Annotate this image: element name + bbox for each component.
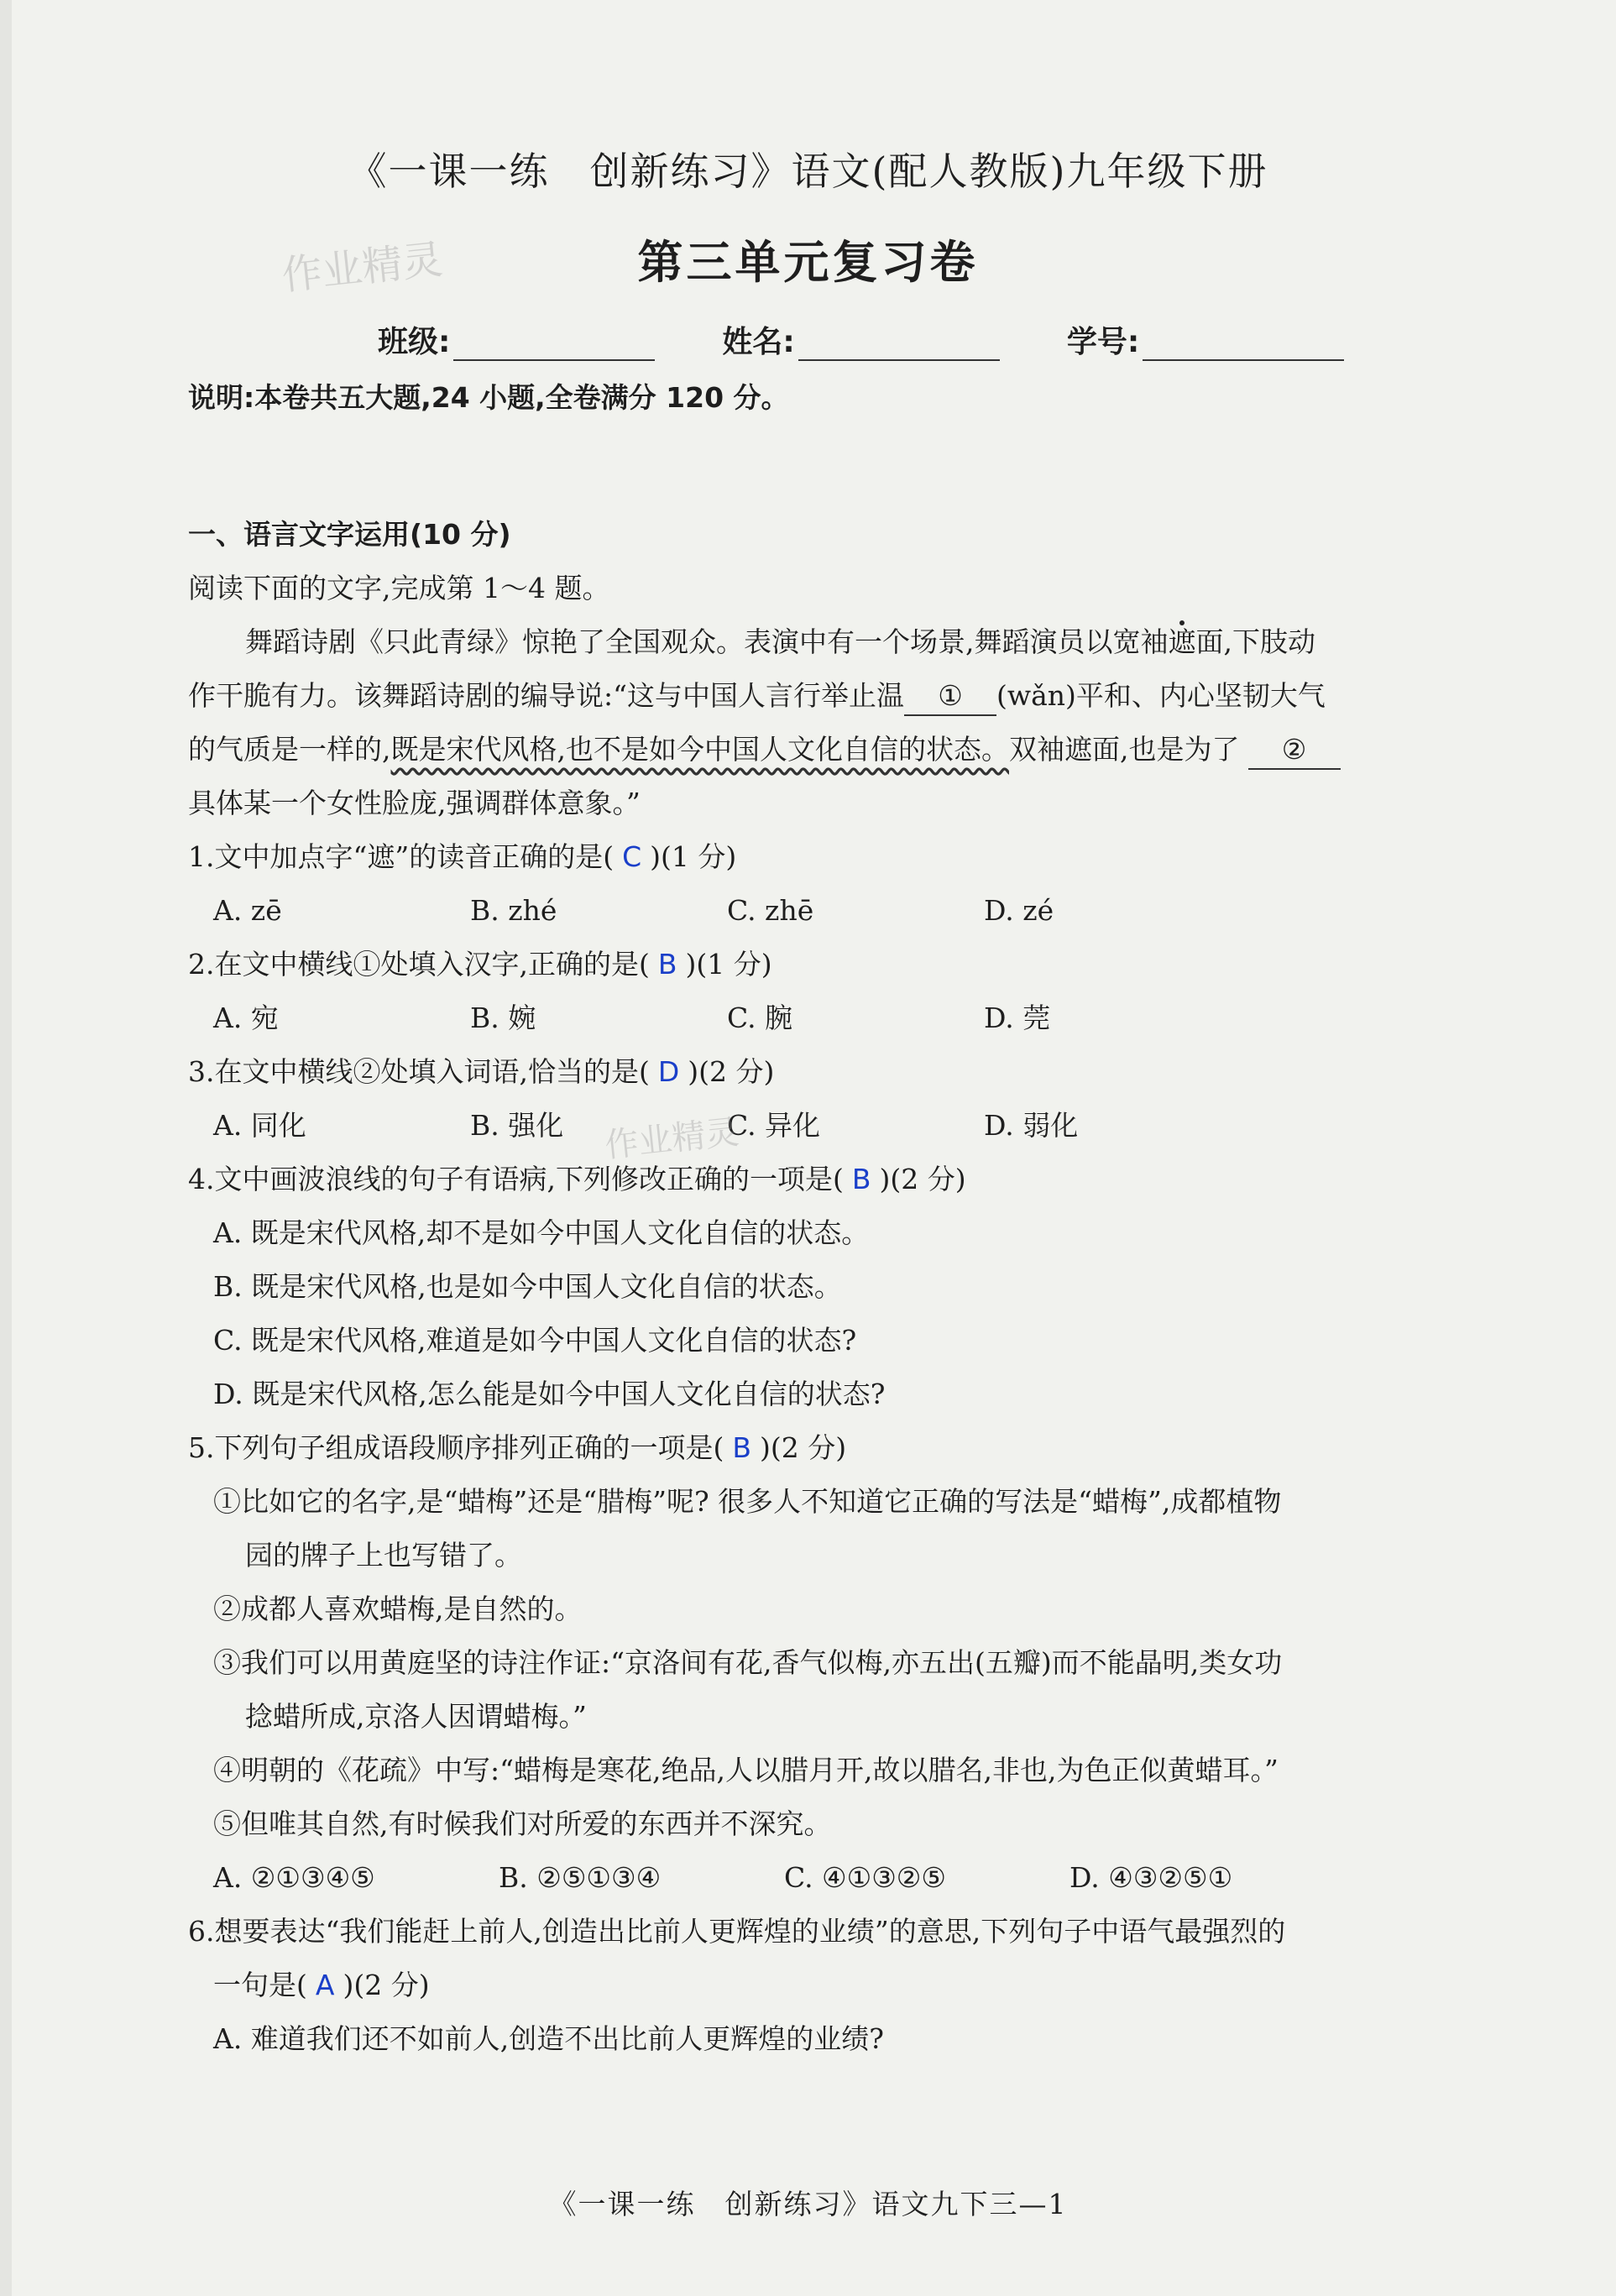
number-field[interactable] (1067, 311, 1344, 361)
section-intro: 阅读下面的文字,完成第 1～4 题。 (188, 572, 610, 604)
option-a[interactable]: A. 既是宋代风格,却不是如今中国人文化自信的状态。 (213, 1216, 870, 1249)
option-a[interactable]: A. zē (213, 894, 282, 927)
sentence-2: ②成都人喜欢蜡梅,是自然的。 (213, 1593, 583, 1625)
question-4: 4.文中画波浪线的句子有语病,下列修改正确的一项是( B )(2 分) (188, 1163, 966, 1195)
answer-2: B (657, 948, 677, 981)
option-c[interactable]: C. ④①③②⑤ (784, 1861, 946, 1894)
question-1: 1.文中加点字“遮”的读音正确的是( C )(1 分) (188, 840, 737, 873)
option-b[interactable]: B. zhé (470, 894, 557, 927)
option-b[interactable]: B. 既是宋代风格,也是如今中国人文化自信的状态。 (213, 1270, 842, 1303)
option-a[interactable]: A. ②①③④⑤ (213, 1861, 375, 1894)
sentence-1-cont: 园的牌子上也写错了。 (245, 1539, 522, 1572)
option-b[interactable]: B. ②⑤①③④ (499, 1861, 662, 1894)
question-6: 6.想要表达“我们能赶上前人,创造出比前人更辉煌的业绩”的意思,下列句子中语气最强烈的 (188, 1915, 1286, 1948)
name-label: 姓名: (722, 325, 795, 359)
number-label: 学号: (1066, 325, 1140, 359)
sentence-3: ③我们可以用黄庭坚的诗注作证:“京洛间有花,香气似梅,亦五出(五瓣)而不能晶明,类女功 (213, 1646, 1283, 1679)
section-title: 一、语言文字运用(10 分) (188, 518, 511, 551)
blank-1[interactable]: ① (904, 677, 996, 716)
answer-1: C (622, 840, 642, 873)
option-d[interactable]: D. 弱化 (984, 1109, 1079, 1142)
name-field[interactable] (722, 311, 999, 361)
class-blank[interactable] (453, 329, 655, 361)
watermark: 作业精灵 (280, 236, 445, 300)
option-d[interactable]: D. zé (984, 894, 1054, 927)
sentence-4: ④明朝的《花疏》中写:“蜡梅是寒花,绝品,人以腊月开,故以腊名,非也,为色正似黄蜡耳。” (213, 1754, 1279, 1786)
number-blank[interactable] (1143, 329, 1344, 361)
option-a[interactable]: A. 同化 (213, 1109, 306, 1142)
question-1-options (188, 884, 1540, 938)
book-title: 《一课一练 创新练习》语文(配人教版)九年级下册 (348, 149, 1268, 194)
dotted-character: 遮 (1168, 625, 1196, 658)
blank-2[interactable]: ② (1248, 731, 1341, 770)
option-d[interactable]: D. ④③②⑤① (1069, 1861, 1233, 1894)
section-1 (188, 508, 1540, 2066)
wavy-sentence: 既是宋代风格,也不是如今中国人文化自信的状态。 (390, 733, 1009, 766)
unit-title: 第三单元复习卷 (637, 236, 979, 289)
question-5: 5.下列句子组成语段顺序排列正确的一项是( B )(2 分) (188, 1431, 847, 1464)
student-info-row (378, 311, 1427, 361)
option-d[interactable]: D. 既是宋代风格,怎么能是如今中国人文化自信的状态? (213, 1378, 886, 1410)
option-b[interactable]: B. 强化 (470, 1109, 564, 1142)
exam-note: 说明:本卷共五大题,24 小题,全卷满分 120 分。 (188, 381, 789, 414)
answer-3: D (657, 1055, 680, 1088)
option-a[interactable]: A. 宛 (213, 1002, 279, 1034)
question-5-options (188, 1851, 1540, 1905)
page-footer: 《一课一练 创新练习》语文九下三—1 (548, 2188, 1068, 2220)
question-3: 3.在文中横线②处填入词语,恰当的是( D )(2 分) (188, 1055, 775, 1088)
class-field[interactable] (378, 311, 655, 361)
option-c[interactable]: C. 既是宋代风格,难道是如今中国人文化自信的状态? (213, 1324, 857, 1357)
question-6-cont: 一句是( A )(2 分) (213, 1969, 430, 2001)
question-2-options (188, 991, 1540, 1045)
option-a[interactable]: A. 难道我们还不如前人,创造不出比前人更辉煌的业绩? (213, 2022, 884, 2055)
page-edge (0, 0, 12, 2296)
option-c[interactable]: C. 腕 (727, 1002, 793, 1034)
sentence-5: ⑤但唯其自然,有时候我们对所爱的东西并不深究。 (213, 1807, 832, 1840)
passage-line-2: 作干脆有力。该舞蹈诗剧的编导说:“这与中国人言行举止温 ① (wǎn)平和、内心坚韧大气 (188, 669, 1540, 723)
option-c[interactable]: C. 异化 (727, 1109, 821, 1142)
sentence-1: ①比如它的名字,是“蜡梅”还是“腊梅”呢? 很多人不知道它正确的写法是“蜡梅”,成都植物 (213, 1485, 1282, 1518)
option-d[interactable]: D. 莞 (984, 1002, 1051, 1034)
answer-4: B (851, 1163, 871, 1195)
option-c[interactable]: C. zhē (727, 894, 814, 927)
name-blank[interactable] (798, 329, 1000, 361)
answer-5: B (732, 1431, 752, 1464)
class-label: 班级: (378, 325, 451, 359)
sentence-3-cont: 捻蜡所成,京洛人因谓蜡梅。” (245, 1700, 587, 1733)
question-3-options (188, 1099, 1540, 1153)
question-2: 2.在文中横线①处填入汉字,正确的是( B )(1 分) (188, 948, 772, 981)
passage-line-4: 具体某一个女性脸庞,强调群体意象。” (188, 787, 641, 819)
watermark-2: 作业精灵 (603, 1112, 741, 1166)
answer-6: A (315, 1969, 335, 2001)
passage-line-3: 的气质是一样的,既是宋代风格,也不是如今中国人文化自信的状态。双袖遮面,也是为了 ② (188, 723, 1540, 777)
option-b[interactable]: B. 婉 (470, 1002, 536, 1034)
passage-line-1: 舞蹈诗剧《只此青绿》惊艳了全国观众。表演中有一个场景,舞蹈演员以宽袖遮面,下肢动 (245, 625, 1315, 658)
